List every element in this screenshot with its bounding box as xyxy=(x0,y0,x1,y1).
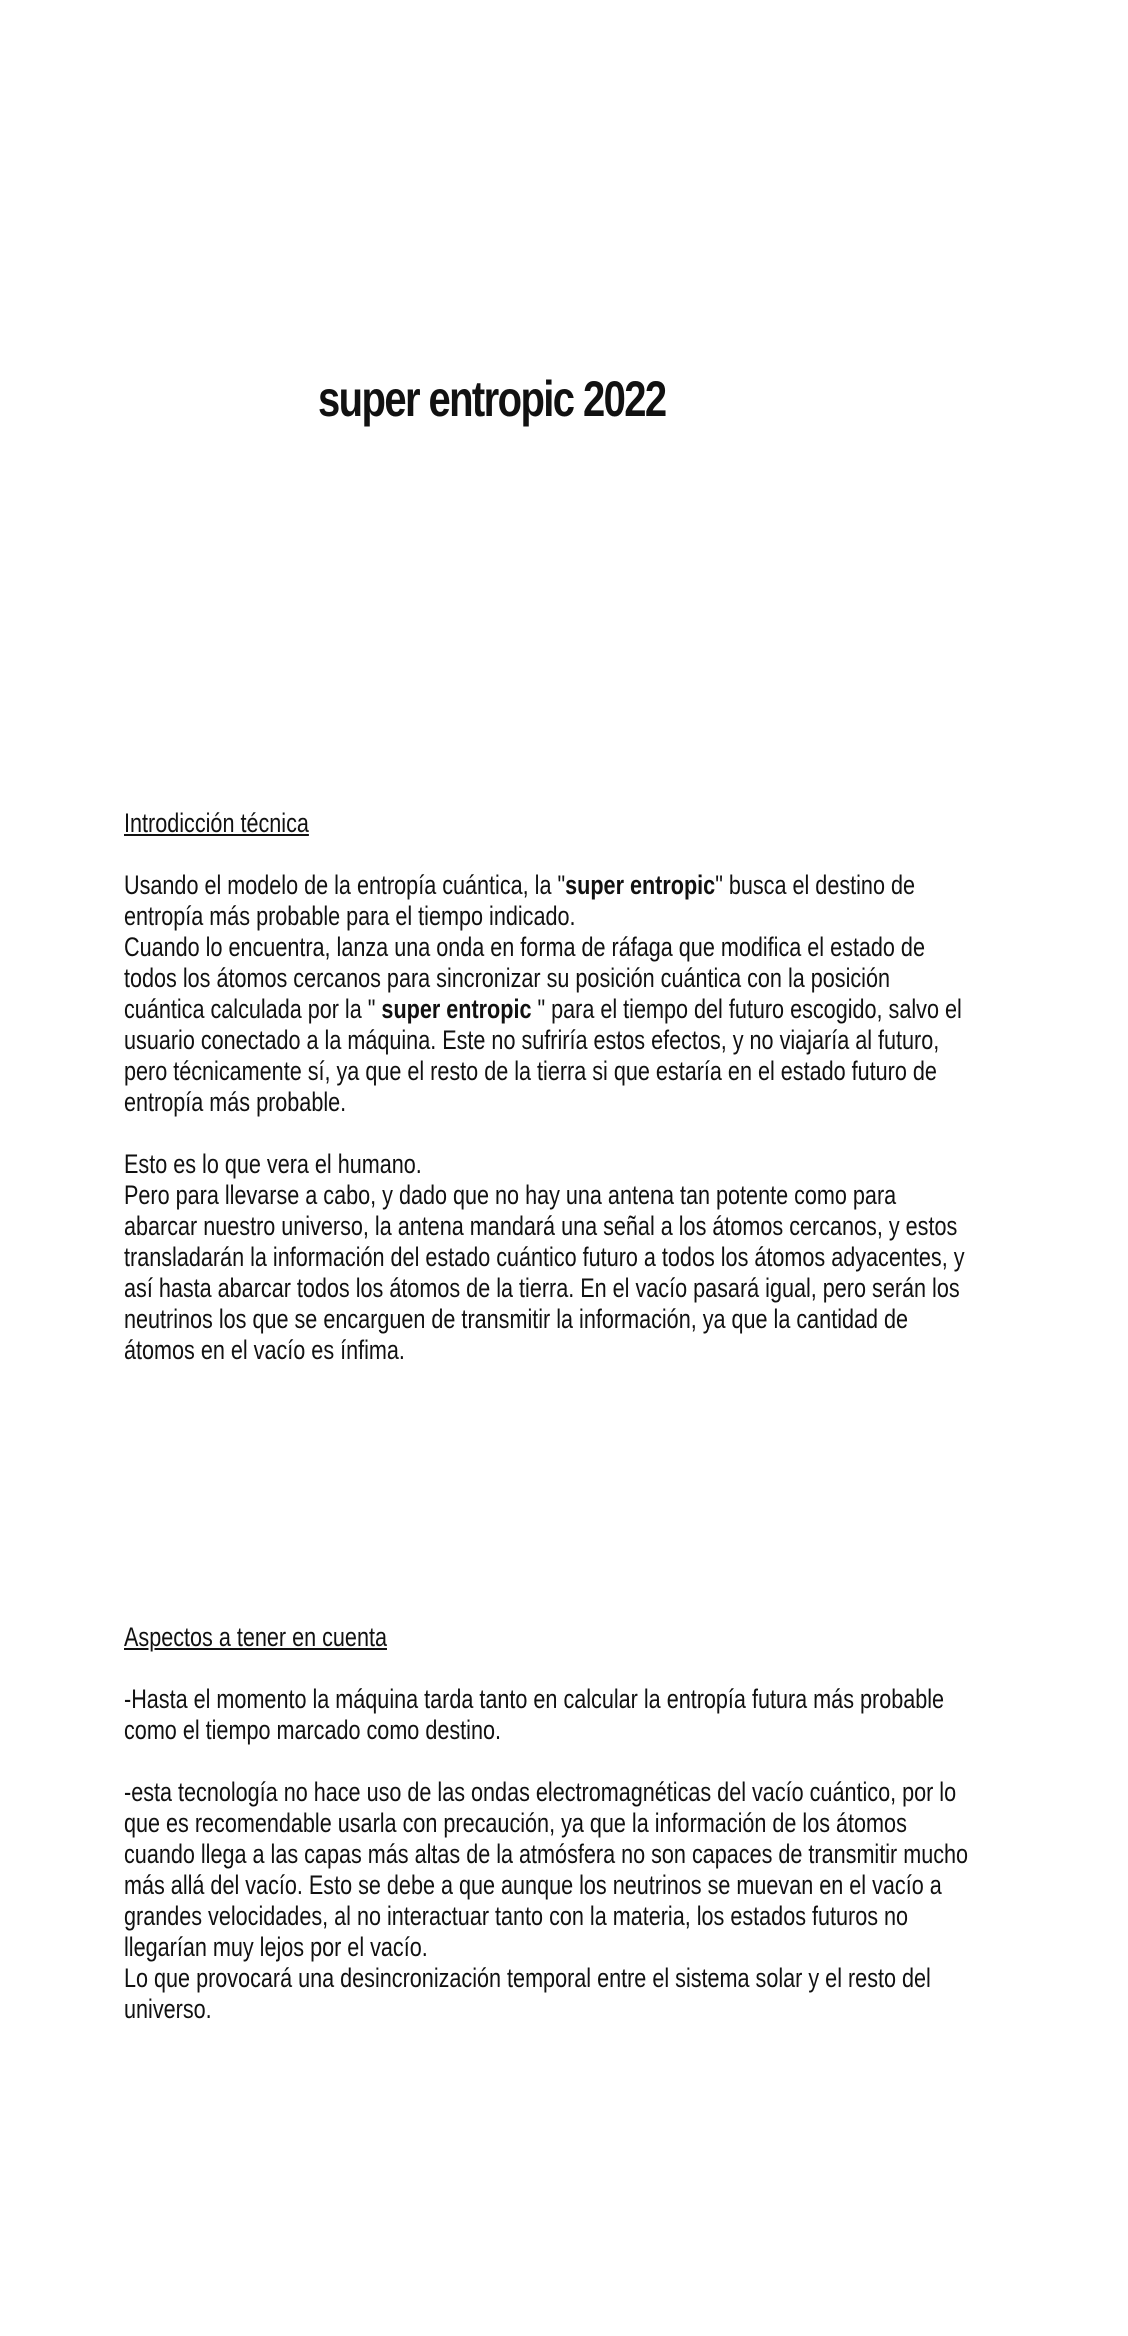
aspects-paragraph-3: Lo que provocará una desincronización temporal entre el sistema solar y el resto del universo. xyxy=(124,1963,931,2024)
aspects-section xyxy=(124,1622,972,2025)
intro-p2-text-c: " para el tiempo del futuro escogido, salvo el usuario conectado a la máquina. Este no sufriría estos efectos, y no viajaría al futuro, pero técnicamente sí, ya que el resto de la tierra si que estaría en el estado futuro de entropía más probable. xyxy=(124,994,962,1117)
intro-p1-text-c: " busca el destino de entropía más probable para el tiempo indicado. xyxy=(124,870,915,931)
aspects-paragraph-2: -esta tecnología no hace uso de las ondas electromagnéticas del vacío cuántico, por lo que es recomendable usarla con precaución, ya que la información de los átomos cuando llega a las capas más altas de la atmósfera no son capaces de transmitir mucho más allá del vacío. Esto se debe a que aunque los neutrinos se muevan en el vacío a grandes velocidades, al no interactuar tanto con la materia, los estados futuros no llegarían muy lejos por el vacío. xyxy=(124,1777,969,1962)
intro-p1-product-name: super entropic xyxy=(565,870,716,900)
document-title: super entropic 2022 xyxy=(318,371,666,427)
intro-p2-text-a: Cuando lo encuentra, lanza una onda en forma de ráfaga que modifica el estado de todos los átomos cercanos para sincronizar su posición cuántica con la posición cuántica calculada por la " xyxy=(124,932,925,1024)
intro-paragraph-4: Pero para llevarse a cabo, y dado que no hay una antena tan potente como para abarcar nuestro universo, la antena mandará una señal a los átomos cercanos, y estos transladarán la información del estado cuántico futuro a todos los átomos adyacentes, y así hasta abarcar todos los átomos de la tierra. En el vacío pasará igual, pero serán los neutrinos los que se encarguen de transmitir la información, ya que la cantidad de átomos en el vacío es ínfima. xyxy=(124,1180,965,1365)
intro-heading: Introdicción técnica xyxy=(124,808,309,838)
aspects-paragraph-1: -Hasta el momento la máquina tarda tanto en calcular la entropía futura más probable como el tiempo marcado como destino. xyxy=(124,1684,945,1745)
intro-section xyxy=(124,808,972,1366)
intro-p1-text-a: Usando el modelo de la entropía cuántica, la " xyxy=(124,870,566,900)
intro-paragraph-2 xyxy=(124,932,972,1118)
intro-paragraph-1 xyxy=(124,870,972,932)
aspects-heading: Aspectos a tener en cuenta xyxy=(124,1622,387,1652)
intro-p2-product-name: super entropic xyxy=(381,994,532,1024)
paragraph-gap xyxy=(124,1118,972,1149)
intro-paragraph-3: Esto es lo que vera el humano. xyxy=(124,1149,422,1179)
paragraph-gap xyxy=(124,1746,972,1777)
